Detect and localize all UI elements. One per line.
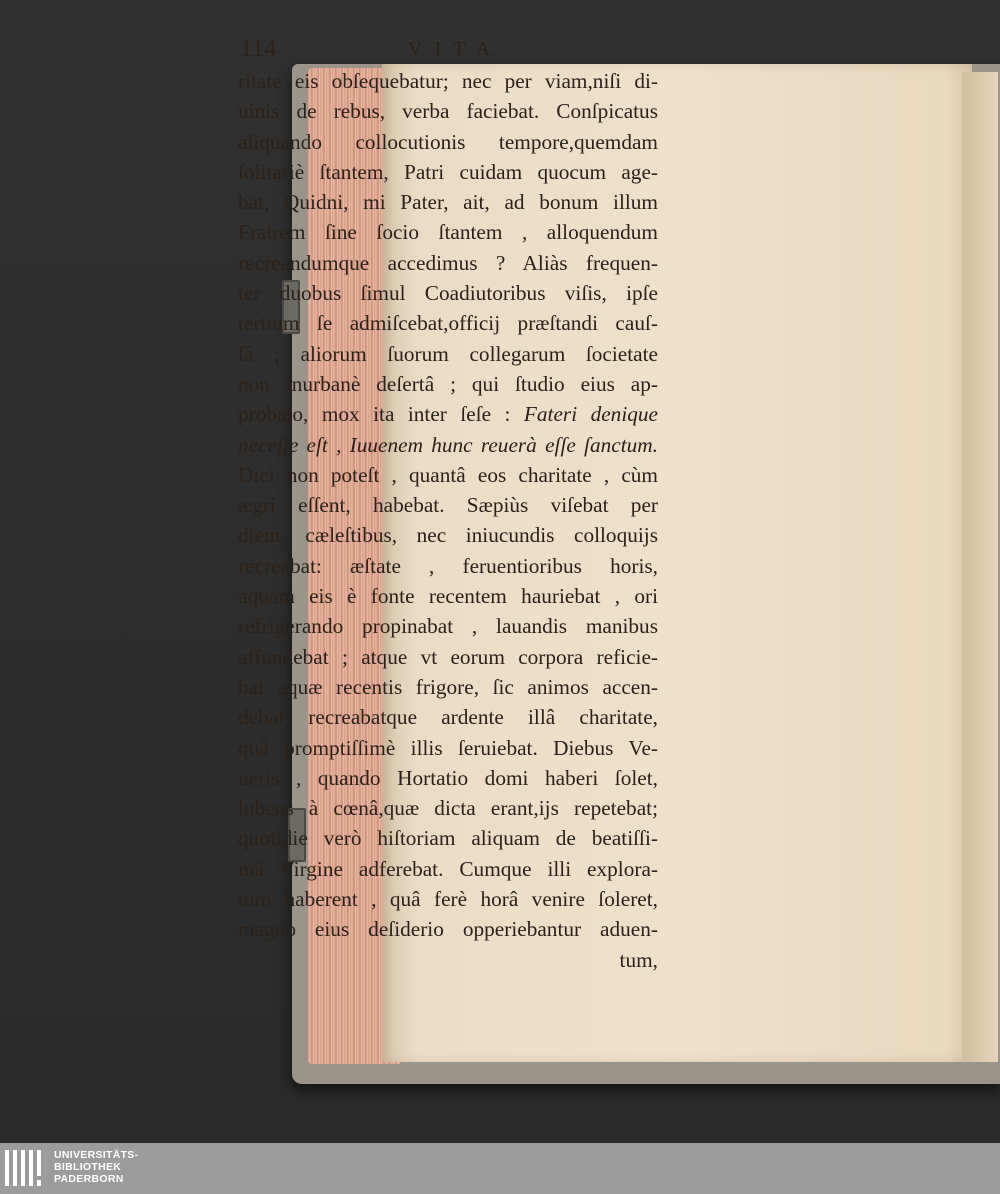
institution-line: PADERBORN xyxy=(54,1173,124,1185)
text-line xyxy=(238,399,658,429)
text-line: uinis de rebus, verba faciebat. Conſpicatus xyxy=(238,99,658,124)
text-line: mâ Virgine adferebat. Cumque illi explora- xyxy=(238,856,658,881)
text-line: neris , quando Hortatio domi haberi ſolet, xyxy=(238,765,658,790)
text-line: ſâ ; aliorum ſuorum collegarum ſocietate xyxy=(238,341,658,366)
text-line: ritate eis obſequebatur; nec per viam,niſi di- xyxy=(238,69,658,93)
text-line: recreandumque accedimus ? Aliàs frequen- xyxy=(238,250,658,275)
text-line: tertium ſe admiſcebat,officij præſtandi cauſ- xyxy=(238,311,658,336)
text-line: ter duobus ſimul Coadiutoribus viſis, ipſe xyxy=(238,281,658,306)
text-line: Fratrem ſine ſocio ſtantem , alloquendum xyxy=(238,220,658,245)
text-span: probato, mox ita inter ſeſe : xyxy=(238,402,511,427)
footer-bar xyxy=(0,1143,1000,1194)
right-page-edge xyxy=(962,72,998,1062)
running-head: VITA xyxy=(408,38,503,60)
text-line: non inurbanè deſertâ ; qui ſtudio eius ap- xyxy=(238,371,658,396)
text-line: ſolitariè ſtantem, Patri cuidam quocum age- xyxy=(238,159,658,184)
italic-span: neceſſe eſt , Iuuenem hunc reuerà eſſe ſanctum. xyxy=(238,432,658,457)
text-line: ægri eſſent, habebat. Sæpiùs viſebat per xyxy=(238,493,658,518)
text-line: recreabat: æſtate , feruentioribus horis, xyxy=(238,553,658,578)
institution-line: UNIVERSITÄTS- xyxy=(54,1149,139,1161)
text-line: affundebat ; atque vt eorum corpora reficie- xyxy=(238,644,658,669)
body-text xyxy=(238,66,658,975)
text-line: refrigerando propinabat , lauandis manibus xyxy=(238,614,658,639)
catchword: tum, xyxy=(619,947,658,972)
text-line: debat recreabatque ardente illâ charitate, xyxy=(238,705,658,730)
text-line: diem, cæleſtibus, nec iniucundis colloquijs xyxy=(238,523,658,548)
text-line: Dici non poteſt , quantâ eos charitate , cùm xyxy=(238,462,658,487)
text-line: quotidie verò hiſtoriam aliquam de beatiſſi- xyxy=(238,826,658,851)
italic-text-line xyxy=(238,430,658,460)
page-number: 114 xyxy=(240,35,277,62)
text-line: aquam eis è fonte recentem hauriebat , ori xyxy=(238,584,658,609)
text-line: lubens à cœnâ,quæ dicta erant,ijs repetebat; xyxy=(238,796,658,821)
institution-name xyxy=(54,1149,138,1185)
text-line: quâ promptiſſimè illis ſeruiebat. Diebus Ve- xyxy=(238,735,658,760)
text-line: magno eius deſiderio opperiebantur aduen- xyxy=(238,917,658,942)
italic-span: Fateri denique xyxy=(523,402,658,427)
text-line: bat, Quidni, mi Pater, ait, ad bonum illum xyxy=(238,190,658,215)
page-header xyxy=(240,35,680,63)
text-line: bat aquæ recentis frigore, ſic animos accen- xyxy=(238,674,658,699)
text-line: tum haberent , quâ ferè horâ venire ſoleret, xyxy=(238,887,658,912)
library-logo-icon xyxy=(4,1147,46,1189)
text-line: aliquando collocutionis tempore,quemdam xyxy=(238,129,658,154)
institution-line: BIBLIOTHEK xyxy=(54,1161,122,1173)
